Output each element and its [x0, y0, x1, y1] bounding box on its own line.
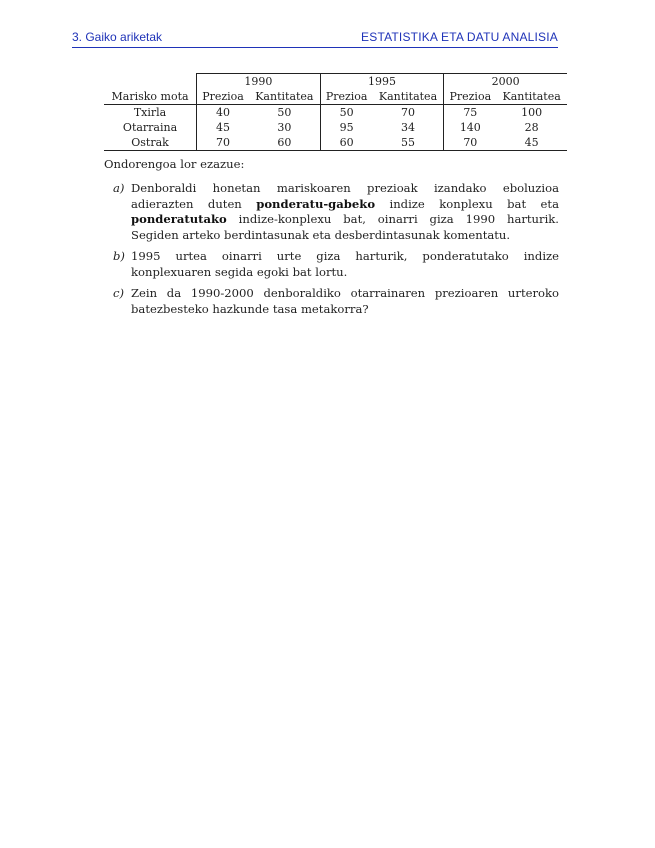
table-cell: 95: [320, 120, 372, 135]
item-text: Zein da 1990-2000 denboraldiko otarrainaren prezioaren urteroko batezbesteko hazkunde tasa metakorra?: [131, 286, 559, 316]
year-header: 1990: [197, 74, 321, 90]
table-cell: 140: [444, 120, 496, 135]
table-column-header-row: [104, 89, 567, 105]
exercise-list: [104, 181, 559, 323]
column-header: Prezioa: [320, 89, 372, 105]
table-cell: 50: [277, 106, 292, 119]
year-header: 2000: [444, 74, 567, 90]
chapter-title: 3. Gaiko ariketak: [72, 30, 163, 44]
column-header: Kantitatea: [373, 89, 444, 105]
table-row: [104, 120, 567, 135]
table-cell: 70: [444, 135, 496, 151]
list-item: [104, 286, 559, 317]
table-cell: 55: [373, 135, 444, 151]
row-label: Txirla: [133, 106, 167, 119]
table-cell: 40: [197, 105, 249, 121]
column-header: Prezioa: [197, 89, 249, 105]
row-header-label: Marisko mota: [104, 89, 197, 105]
row-label: Ostrak: [104, 135, 197, 151]
table-cell: 34: [400, 121, 415, 134]
table-cell: 50: [320, 105, 372, 121]
list-item: [104, 249, 559, 280]
item-bold-term: ponderatu-gabeko: [256, 196, 376, 211]
column-header: Prezioa: [444, 89, 496, 105]
year-header: 1995: [320, 74, 444, 90]
section-title: ESTATISTIKA ETA DATU ANALISIA: [361, 30, 558, 44]
table-cell: 28: [524, 121, 539, 134]
item-label: a): [113, 181, 125, 195]
item-text: 1995 urtea oinarri urte giza harturik, ponderatutako indize konplexuaren segida egoki bat lortu.: [131, 249, 559, 279]
table-cell: 70: [400, 106, 415, 119]
item-text: indize-konplexu bat, oinarri giza 1990 harturik. Segiden arteko berdintasunak eta desberdintasunak komentatu.: [131, 212, 559, 242]
list-item: [104, 181, 559, 243]
column-header: Kantitatea: [249, 89, 320, 105]
item-label: c): [113, 286, 125, 300]
table-cell: 75: [444, 105, 496, 121]
table-cell: 45: [197, 120, 249, 135]
table-row: [104, 105, 567, 121]
table-cell: 30: [277, 121, 292, 134]
page-header: [72, 30, 558, 48]
item-bold-term: ponderatutako: [131, 212, 227, 226]
table-year-header-row: [104, 74, 567, 90]
column-header: Kantitatea: [496, 89, 567, 105]
table-cell: 45: [496, 135, 567, 151]
table-cell: 70: [197, 135, 249, 151]
row-label: Otarraina: [122, 121, 178, 134]
item-label: b): [113, 249, 125, 263]
shellfish-table: [104, 73, 567, 151]
table-cell: 100: [521, 106, 543, 119]
table-row: [104, 135, 567, 151]
table-cell: 60: [320, 135, 372, 151]
item-text: indize konplexu bat eta: [375, 196, 559, 211]
intro-text: Ondorengoa lor ezazue:: [104, 157, 245, 171]
table-cell: 60: [249, 135, 320, 151]
item-text: Denboraldi honetan mariskoaren prezioak izandako eboluzioa adierazten duten: [131, 181, 559, 211]
